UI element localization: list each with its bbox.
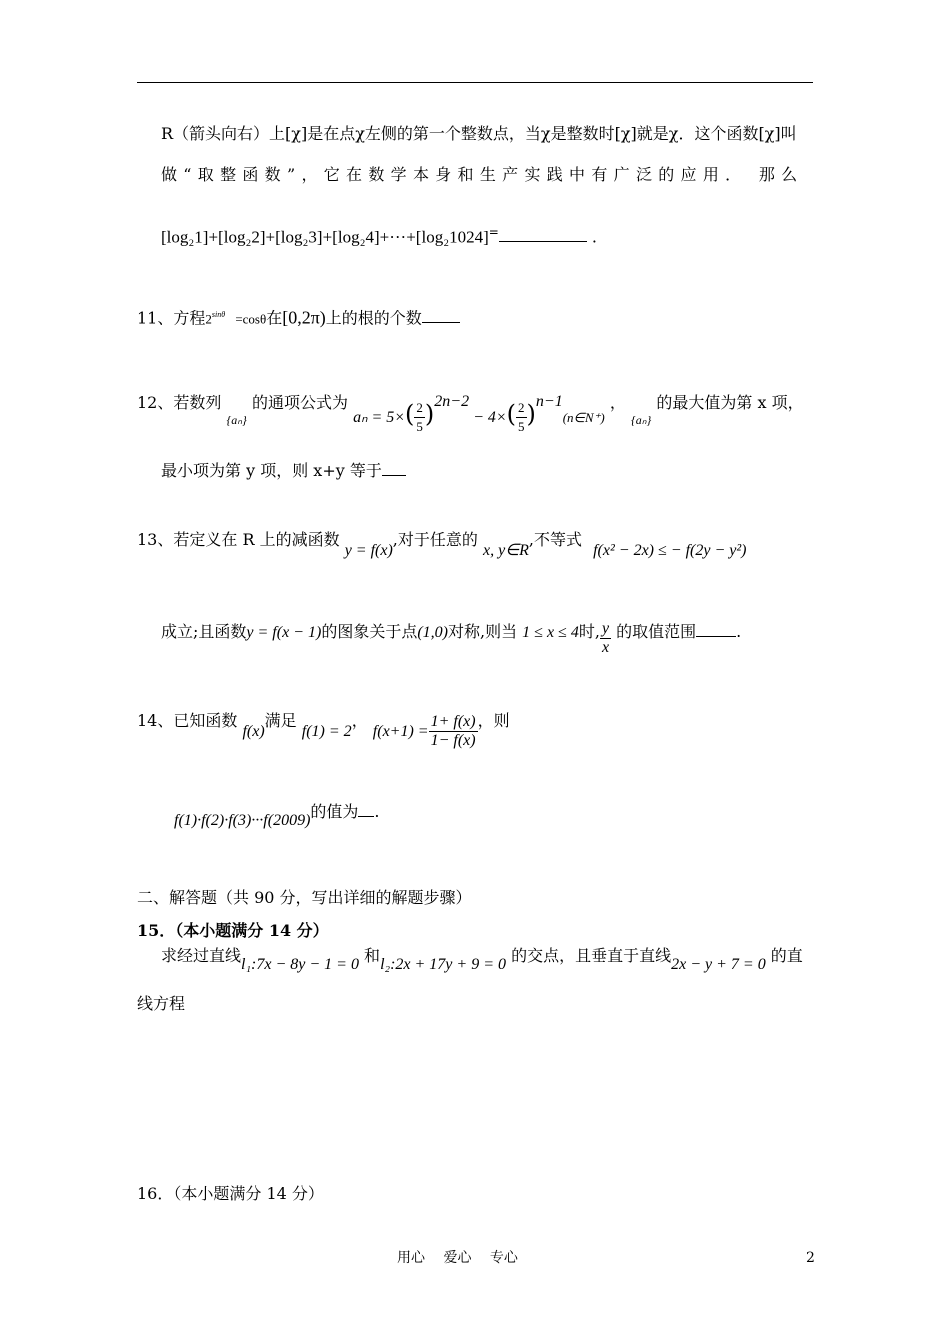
q11-f1: 2 [205,311,212,327]
q12-frac2 [516,399,527,436]
q12-frac1-den: 5 [416,419,423,434]
q11-interval: [0,2π) [282,307,326,328]
q11-number: 11、方程 [137,308,206,328]
answer-blank-13 [696,620,736,637]
q16-number: 16．（本小题满分 14 分） [137,1184,324,1203]
q14-f1: f(x) [242,723,265,740]
q14-f2: f(1) = 2 [301,723,352,740]
q14-frac-num: 1+ f(x) [430,713,476,730]
q14-f3: f(x+1) = [372,723,429,740]
q14-frac [429,713,478,750]
q12-frac1-num: 2 [414,399,425,418]
q12-mid: − 4× [469,409,507,426]
q12-exp1: 2n−2 [434,392,470,410]
q15-number: 15．（本小题满分 14 分） [137,921,329,940]
q10-formula-row: [log₂1]+[log₂2]+[log₂3]+[log₂4]+···+[log₂1024]= . [161,225,598,247]
q15-row1 [161,946,803,973]
q12-text1: 的通项公式为 [251,393,348,412]
q15-f3: 2x − y + 7 = 0 [671,956,766,973]
q12-text3: 的最大值为第 x 项， [656,393,804,412]
q13-line2a: 成立;且函数 [161,622,247,641]
q12-number: 12、若数列 [137,393,222,412]
answer-blank-11 [422,306,460,323]
q12-frac2-den: 5 [518,419,525,434]
q15-text1: 求经过直线 [161,946,242,965]
q14-frac-den: 1− f(x) [430,732,476,749]
q13-text2: ,不等式 [528,530,582,549]
q12-cond: (n∈N⁺) [562,410,605,425]
section2-title: 二、解答题（共 90 分，写出详细的解题步骤） [137,888,472,907]
q15-text4: 的直 [770,946,803,965]
answer-blank-10 [499,225,587,242]
q15-f2: l₂:2x + 17y + 9 = 0 [380,956,506,973]
q13-frac-num: y [601,620,610,637]
q13-line2e: 的取值范围 [616,622,697,641]
q10-line1: R（箭头向右）上[χ]是在点χ左侧的第一个整数点，当χ是整数时[χ]就是χ．这个函数[χ]叫 [161,124,797,143]
q14-text2: ， [351,711,368,730]
q12-formula: aₙ = 5×( $\frac{2}{5}$ )$^{2n-2}$ − 4×( $\frac{2}{5}$ )$^{n-1}$(n∈N⁺) [353,392,605,434]
q11-text2: 在 [266,308,283,328]
q13-row2 [161,614,742,656]
q15-text2: 和 [364,946,381,965]
q13-line2b: 的图象关于点 [321,622,418,641]
q13-number: 13、若定义在 R 上的减函数 [137,530,340,549]
q13-f2: x, y∈R [482,542,529,559]
q12-text2: ， [609,393,626,412]
q11 [137,305,460,329]
q13-f3: f(x² − 2x) ≤ − f(2y − y²) [593,542,747,559]
q11-text3: 上的根的个数 [325,308,422,328]
q12-exp2: n−1 [535,392,563,410]
q14-row1 [137,703,510,749]
q12-row1 [137,385,804,435]
q14-text3: ，则 [477,711,510,730]
q14-end: . [374,802,380,821]
q13-line2c: 对称,则当 [447,622,518,641]
q13-f4: y = f(x − 1) [246,624,322,641]
q13-f6: 1 ≤ x ≤ 4 [522,624,579,641]
q13-f1: y = f(x) [344,542,393,559]
q10-eq: = [488,225,499,239]
q13-text1: ,对于任意的 [392,530,478,549]
q12-seq2: {aₙ} [630,413,652,427]
q12-frac2-num: 2 [516,399,527,418]
q14-line2: f(1)·f(2)·f(3)···f(2009) [174,812,311,829]
q14-text1: 满足 [264,711,297,730]
q13-end: . [736,622,742,641]
q12-seq1: {aₙ} [226,413,247,427]
q12-frac1 [414,399,425,436]
q13-row1 [137,530,747,559]
q14-row2 [174,800,380,829]
header-rule [137,82,813,83]
answer-blank-14 [358,800,374,817]
q13-frac-den: x [601,639,610,656]
q15-line2: 线方程 [137,994,186,1013]
q12-line2: 最小项为第 y 项，则 x+y 等于 [161,461,382,480]
q11-f2: =cosθ [235,311,267,327]
q13-line2d: 时, [578,622,600,641]
page-number: 2 [806,1250,815,1266]
q10-formula: [log₂1]+[log₂2]+[log₂3]+[log₂4]+···+[log₂1024] [161,227,489,247]
answer-blank-12 [382,459,406,476]
q15-text3: 的交点，且垂直于直线 [511,946,672,965]
q12-formula-a: aₙ = 5× [353,409,406,426]
q12-row2 [161,459,406,481]
q13-frac [600,620,611,657]
q15-f1: l₁:7x − 8y − 1 = 0 [241,956,359,973]
q11-f1-exp: sinθ [211,310,226,319]
q10-line2: 做“取整函数”，它在数学本身和生产实践中有广泛的应用． 那么 [161,165,804,184]
q13-f5: (1,0) [417,624,448,641]
footer-center: 用心 爱心 专心 [397,1250,518,1266]
q14-number: 14、已知函数 [137,711,238,730]
q14-line2b: 的值为 [310,802,359,821]
